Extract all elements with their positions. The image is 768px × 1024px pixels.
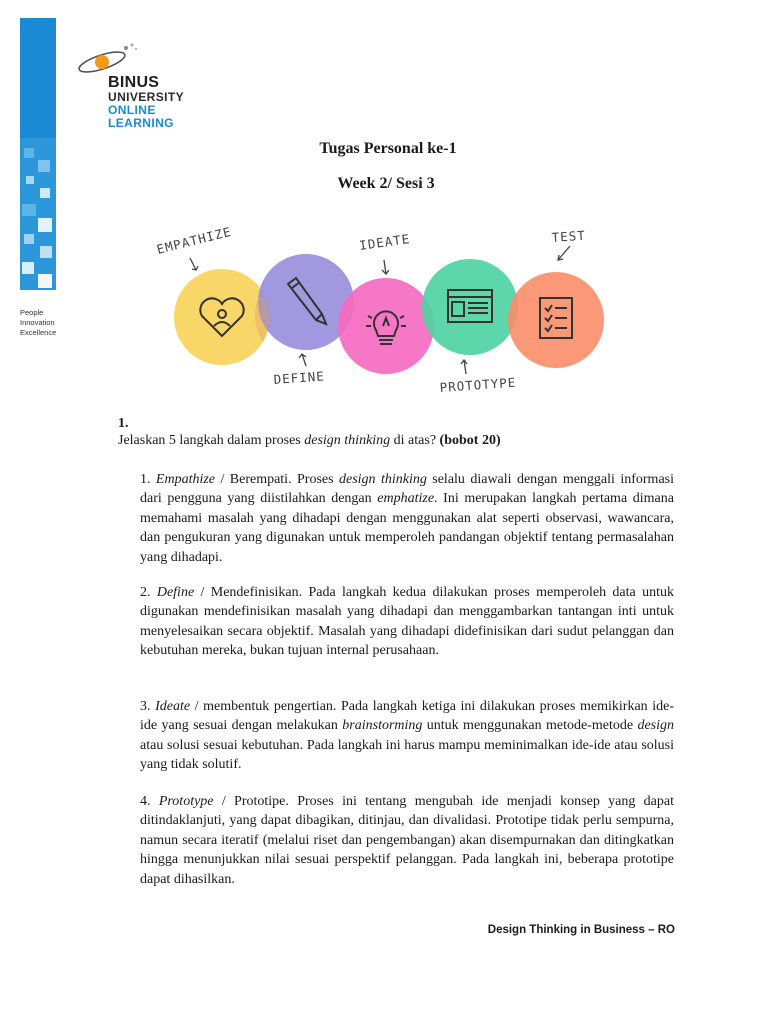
page-subtitle: Week 2/ Sesi 3 <box>337 175 435 192</box>
answer-paragraph-4: 4. Prototype / Prototipe. Proses ini tentang mengubah ide menjadi konsep yang dapat ditindaklanjuti, yang dapat dibagikan, ditinjau, dan divalidasi. Prototipe tidak perlu sempurna, namun secara iteratif (melalui riset dan pengembangan) akan disempurnakan dan ditingkatkan hingga menunjukkan nilai sesuai perspektif pelanggan. Pada langkah ini, beberapa prototipe dapat dihasilkan. <box>140 794 675 887</box>
logo-binus: BINUS <box>108 74 160 91</box>
tagline-innovation: Innovation <box>20 318 55 327</box>
design-thinking-diagram <box>136 214 640 414</box>
label-test: TEST <box>551 227 587 245</box>
answer-paragraph-2: 2. Define / Mendefinisikan. Pada langkah kedua dilakukan proses memperoleh data untuk digunakan mendefinisikan masalah yang dihadapi dan menggambarkan tantangan inti untuk menyelesaikan secara objektif. Masalah yang dihadapi didefinisikan dari sudut pelanggan dan kebutuhan mereka, bukan tujuan internal perusahaan. <box>140 585 674 659</box>
question-text: Jelaskan 5 langkah dalam proses design thinking di atas? (bobot 20) <box>118 433 501 448</box>
page-title: Tugas Personal ke-1 <box>319 140 457 157</box>
ideate-circle <box>338 278 434 374</box>
logo-wordmark <box>108 74 184 130</box>
logo-learning: LEARNING <box>108 116 174 130</box>
tagline-excellence: Excellence <box>20 328 57 337</box>
page-footer: Design Thinking in Business – RO <box>487 924 675 936</box>
logo-online: ONLINE <box>108 103 156 117</box>
answer-paragraph-1: 1. Empathize / Berempati. Proses design thinking selalu diawali dengan menggali informasi dari pengguna yang diistilahkan dengan emphatize. Ini merupakan langkah pertama dimana memahami masalah yang dihadapi dengan menggunakan alat seperti observasi, wawancara, dan pengukuran yang digunakan untuk memperoleh pandangan objektif tentang permasalahan yang dihadapi. <box>140 472 674 565</box>
tagline-people: People <box>20 308 44 317</box>
logo-university: UNIVERSITY <box>108 90 185 104</box>
tagline <box>20 308 56 338</box>
label-empathize: EMPATHIZE <box>155 223 234 257</box>
question-number: 1. <box>118 416 129 431</box>
test-circle <box>508 272 604 368</box>
label-ideate: IDEATE <box>358 230 412 253</box>
label-prototype: PROTOTYPE <box>439 374 517 395</box>
label-define: DEFINE <box>273 368 326 387</box>
answer-paragraph-3: 3. Ideate / membentuk pengertian. Pada langkah ketiga ini dilakukan proses memikirkan ide-ide yang sesuai dengan melakukan brainstorming untuk menggunakan metode-metode design atau solusi sesuai kebutuhan. Pada langkah ini harus mampu meminimalkan ide-ide atau solusi yang tidak solutif. <box>140 699 675 773</box>
